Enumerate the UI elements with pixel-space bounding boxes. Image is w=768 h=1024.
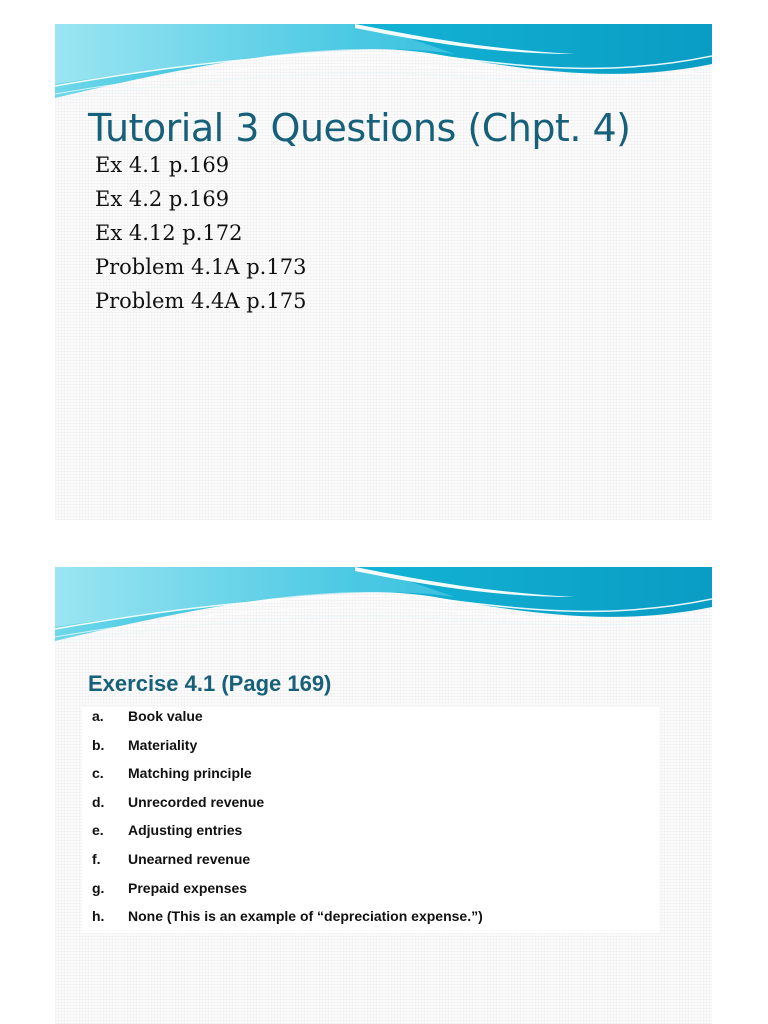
answer-table (82, 707, 659, 933)
answer-letter: e. (92, 822, 104, 839)
answer-text: None (This is an example of “depreciation expense.”) (128, 908, 483, 925)
answer-letter: g. (92, 879, 105, 896)
wave-banner-decoration (55, 567, 712, 647)
answer-letter: h. (92, 908, 105, 925)
answer-text: Adjusting entries (128, 822, 243, 839)
answer-letter: c. (92, 765, 104, 782)
answer-list (82, 707, 659, 936)
list-item (82, 821, 659, 850)
list-item (82, 850, 659, 879)
answer-letter: f. (92, 850, 101, 867)
list-item: Ex 4.12 p.172 (95, 221, 243, 245)
slide-title: Exercise 4.1 (Page 169) (88, 671, 332, 696)
answer-letter: a. (92, 708, 104, 724)
wave-banner-decoration (55, 24, 712, 104)
answer-text: Unrecorded revenue (128, 793, 265, 810)
tutorial-question-list (95, 148, 306, 318)
list-item: Ex 4.2 p.169 (95, 187, 230, 211)
list-item: Problem 4.4A p.175 (95, 289, 307, 313)
list-item (82, 707, 659, 736)
list-item (82, 907, 659, 936)
answer-text: Materiality (128, 736, 198, 753)
list-item (82, 879, 659, 908)
answer-text: Prepaid expenses (128, 879, 248, 896)
list-item (82, 736, 659, 765)
answer-letter: d. (92, 793, 105, 810)
answer-text: Matching principle (128, 765, 252, 782)
answer-letter: b. (92, 736, 105, 753)
answer-text: Unearned revenue (128, 850, 251, 867)
slide-title: Tutorial 3 Questions (Chpt. 4) (88, 106, 631, 150)
list-item: Ex 4.1 p.169 (95, 153, 230, 177)
slide-2 (55, 567, 712, 1024)
list-item: Problem 4.1A p.173 (95, 255, 307, 279)
list-item (82, 764, 659, 793)
answer-text: Book value (128, 708, 203, 724)
slide-1 (55, 24, 712, 520)
list-item (82, 793, 659, 822)
